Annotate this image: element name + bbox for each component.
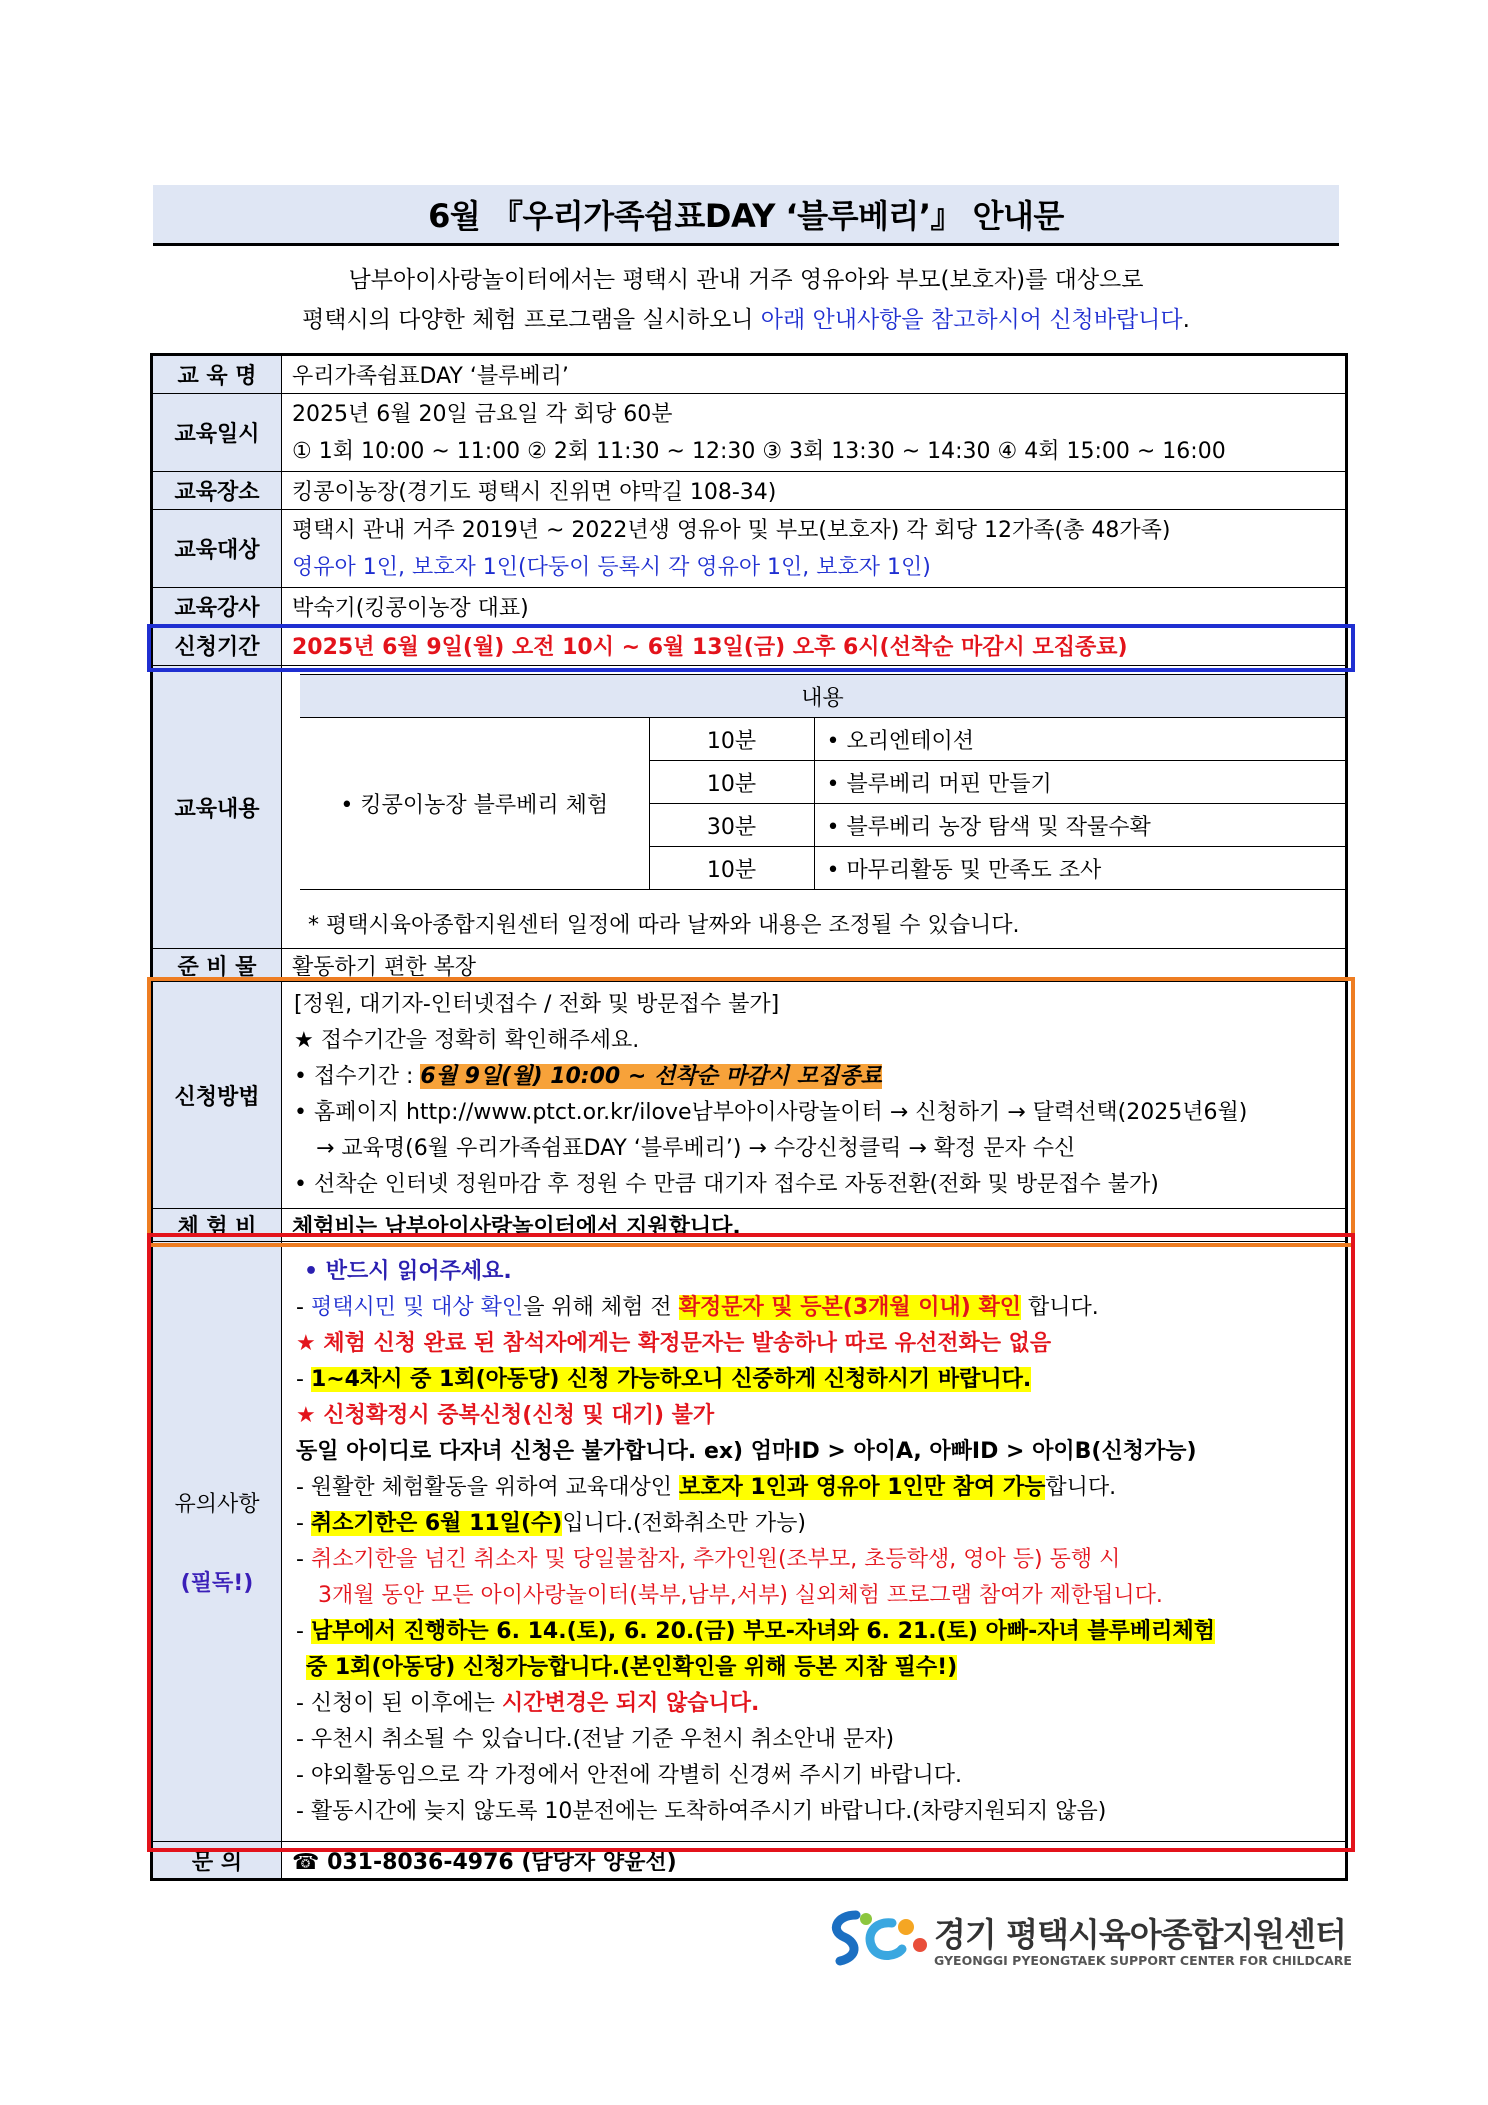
schedule-time: 10분 (649, 847, 814, 890)
notes-4b: 1~4차시 중 1회(아동당) 신청 가능하오니 신중하게 신청하시기 바랍니다. (310, 1366, 1032, 1392)
schedule-header-row (300, 675, 1345, 718)
schedule-header: 내용 (300, 675, 1345, 718)
intro-line-2-plain: 평택시의 다양한 체험 프로그램을 실시하오니 (302, 307, 761, 333)
notes-4a: - (296, 1366, 311, 1392)
content-schedule-table (300, 674, 1345, 890)
notes-2c: 을 위해 체험 전 (523, 1294, 679, 1320)
schedule-desc: • 마무리활동 및 만족도 조사 (814, 847, 1345, 890)
notes-11b: 남부에서 진행하는 6. 14.(토), 6. 20.(금) 부모-자녀와 6. 21.(토) 아빠-자녀 블루베리체험 (310, 1618, 1215, 1644)
row-target (152, 510, 1347, 588)
value-contact: ☎ 031-8036-4976 (담당자 양윤선) (282, 1842, 1347, 1880)
value-place: 킹콩이농장(경기도 평택시 진위면 야막길 108-34) (282, 472, 1347, 510)
notes-label: 유의사항 (174, 1491, 260, 1517)
value-date (282, 394, 1347, 472)
page-title-text: 6월 『우리가족쉼표DAY ‘블루베리’』 안내문 (428, 197, 1064, 235)
target-line-2: 영유아 1인, 보호자 1인(다둥이 등록시 각 영유아 1인, 보호자 1인) (292, 554, 931, 580)
value-period: 2025년 6월 9일(월) 오전 10시 ~ 6월 13일(금) 오후 6시(선착순 마감시 모집종료) (282, 626, 1347, 666)
org-logo-icon (822, 1905, 932, 1973)
row-content (152, 666, 1347, 949)
row-teacher (152, 588, 1347, 626)
notes-line-16: - 활동시간에 늦지 않도록 10분전에는 도착하여주시기 바랍니다.(차량지원되지 않음) (296, 1798, 1107, 1824)
notes-9a: - (296, 1546, 311, 1572)
value-name: 우리가족쉼표DAY ‘블루베리’ (282, 355, 1347, 394)
org-logo (822, 1905, 1352, 1973)
notes-2b: 평택시민 및 대상 확인 (310, 1294, 524, 1320)
schedule-desc: • 오리엔테이션 (814, 718, 1345, 761)
label-period: 신청기간 (152, 626, 282, 666)
notes-line-11 (296, 1614, 1335, 1650)
date-line-2: ① 1회 10:00 ~ 11:00 ② 2회 11:30 ~ 12:30 ③ 3회 13:30 ~ 14:30 ④ 4회 15:00 ~ 16:00 (292, 438, 1226, 464)
row-fee (152, 1209, 1347, 1242)
target-line-1: 평택시 관내 거주 2019년 ~ 2022년생 영유아 및 부모(보호자) 각 회당 12가족(총 48가족) (292, 517, 1171, 543)
label-target: 교육대상 (152, 510, 282, 588)
notes-line-9 (296, 1542, 1335, 1578)
label-method: 신청방법 (152, 982, 282, 1209)
label-name: 교 육 명 (152, 355, 282, 394)
intro-line-1: 남부아이사랑놀이터에서는 평택시 관내 거주 영유아와 부모(보호자)를 대상으로 (348, 267, 1144, 293)
schedule-desc: • 블루베리 농장 탐색 및 작물수확 (814, 804, 1345, 847)
method-period-label: • 접수기간 : (294, 1064, 421, 1089)
label-date: 교육일시 (152, 394, 282, 472)
method-line-6: • 선착순 인터넷 정원마감 후 정원 수 만큼 대기자 접수로 자동전환(전화 및 방문접수 불가) (294, 1172, 1159, 1197)
notes-line-4 (296, 1362, 1335, 1398)
date-line-1: 2025년 6월 20일 금요일 각 회당 60분 (292, 401, 673, 427)
schedule-time: 30분 (649, 804, 814, 847)
schedule-time: 10분 (649, 761, 814, 804)
notes-line-8 (296, 1506, 1335, 1542)
notes-8b: 취소기한은 6월 11일(수) (310, 1510, 563, 1536)
row-contact (152, 1842, 1347, 1880)
method-line-5: → 교육명(6월 우리가족쉼표DAY ‘블루베리’) → 수강신청클릭 → 확정 문자 수신 (316, 1136, 1076, 1161)
notes-13b: 시간변경은 되지 않습니다. (501, 1690, 760, 1716)
notes-label-must-read: (필독!) (180, 1570, 254, 1596)
intro-line-2-highlight: 아래 안내사항을 참고하시어 신청바랍니다 (760, 307, 1183, 333)
org-name-ko: 경기 평택시육아종합지원센터 (934, 1915, 1346, 1954)
value-notes (282, 1242, 1347, 1842)
value-teacher: 박숙기(킹콩이농장 대표) (282, 588, 1347, 626)
notes-line-10: 3개월 동안 모든 아이사랑놀이터(북부,남부,서부) 실외체험 프로그램 참여가 제한됩니다. (318, 1582, 1163, 1608)
label-place: 교육장소 (152, 472, 282, 510)
method-line-4: • 홈페이지 http://www.ptct.or.kr/ilove남부아이사랑놀이터 → 신청하기 → 달력선택(2025년6월) (294, 1100, 1248, 1125)
row-name (152, 355, 1347, 394)
label-fee: 체 험 비 (152, 1209, 282, 1242)
notes-7c: 합니다. (1045, 1474, 1117, 1500)
notes-line-7 (296, 1470, 1335, 1506)
method-period-highlight: 6월 9일(월) 10:00 ~ 선착순 마감시 모집종료 (420, 1064, 882, 1089)
intro-line-2-end: . (1182, 307, 1190, 333)
method-line-1: [정원, 대기자-인터넷접수 / 전화 및 방문접수 불가] (294, 992, 780, 1017)
value-target (282, 510, 1347, 588)
notes-line-1: • 반드시 읽어주세요. (304, 1258, 512, 1284)
notes-2e: 합니다. (1021, 1294, 1099, 1320)
row-place (152, 472, 1347, 510)
notes-13a: - 신청이 된 이후에는 (296, 1690, 502, 1716)
notes-2d: 확정문자 및 등본(3개월 이내) 확인 (678, 1294, 1022, 1320)
notes-12: 중 1회(아동당) 신청가능합니다.(본인확인을 위해 등본 지참 필수!) (306, 1654, 958, 1680)
label-content: 교육내용 (152, 666, 282, 949)
content-note: * 평택시육아종합지원센터 일정에 따라 날짜와 내용은 조정될 수 있습니다. (308, 913, 1020, 938)
intro-text (153, 260, 1339, 340)
method-line-3 (294, 1059, 1335, 1095)
schedule-time: 10분 (649, 718, 814, 761)
label-prep: 준 비 물 (152, 949, 282, 982)
notes-line-14: - 우천시 취소될 수 있습니다.(전날 기준 우천시 취소안내 문자) (296, 1726, 895, 1752)
schedule-desc: • 블루베리 머핀 만들기 (814, 761, 1345, 804)
row-prep (152, 949, 1347, 982)
schedule-row (300, 718, 1345, 761)
value-fee: 체험비는 남부아이사랑놀이터에서 지원합니다. (282, 1209, 1347, 1242)
notes-line-15: - 야외활동임으로 각 가정에서 안전에 각별히 신경써 주시기 바랍니다. (296, 1762, 962, 1788)
notes-2a: - (296, 1294, 311, 1320)
label-notes (152, 1242, 282, 1842)
row-method (152, 982, 1347, 1209)
notes-line-5: ★ 신청확정시 중복신청(신청 및 대기) 불가 (296, 1402, 715, 1428)
schedule-activity: • 킹콩이농장 블루베리 체험 (300, 718, 649, 890)
row-notes (152, 1242, 1347, 1842)
page-title (153, 185, 1339, 246)
value-method (282, 982, 1347, 1209)
notes-9b: 취소기한을 넘긴 취소자 및 당일불참자, 추가인원(조부모, 초등학생, 영아 등) 동행 시 (310, 1546, 1121, 1572)
info-table (150, 353, 1348, 1881)
label-teacher: 교육강사 (152, 588, 282, 626)
label-contact: 문 의 (152, 1842, 282, 1880)
notes-8c: 입니다.(전화취소만 가능) (562, 1510, 806, 1536)
notes-line-13 (296, 1686, 1335, 1722)
notes-7a: - 원활한 체험활동을 위하여 교육대상인 (296, 1474, 679, 1500)
org-name-en: GYEONGGI PYEONGTAEK SUPPORT CENTER FOR CHILDCARE (934, 1953, 1352, 1968)
notes-8a: - (296, 1510, 311, 1536)
notes-line-6: 동일 아이디로 다자녀 신청은 불가합니다. ex) 엄마ID > 아이A, 아빠ID > 아이B(신청가능) (296, 1438, 1197, 1464)
notes-line-3: ★ 체험 신청 완료 된 참석자에게는 확정문자는 발송하나 따로 유선전화는 없음 (296, 1330, 1052, 1356)
intro-line-2 (153, 300, 1339, 340)
row-date (152, 394, 1347, 472)
notes-line-12 (296, 1650, 1335, 1686)
value-content (282, 666, 1347, 949)
method-line-2: ★ 접수기간을 정확히 확인해주세요. (294, 1028, 640, 1053)
notes-line-2 (296, 1290, 1335, 1326)
row-period (152, 626, 1347, 666)
value-prep: 활동하기 편한 복장 (282, 949, 1347, 982)
notes-11a: - (296, 1618, 311, 1644)
notes-7b: 보호자 1인과 영유아 1인만 참여 가능 (678, 1474, 1046, 1500)
